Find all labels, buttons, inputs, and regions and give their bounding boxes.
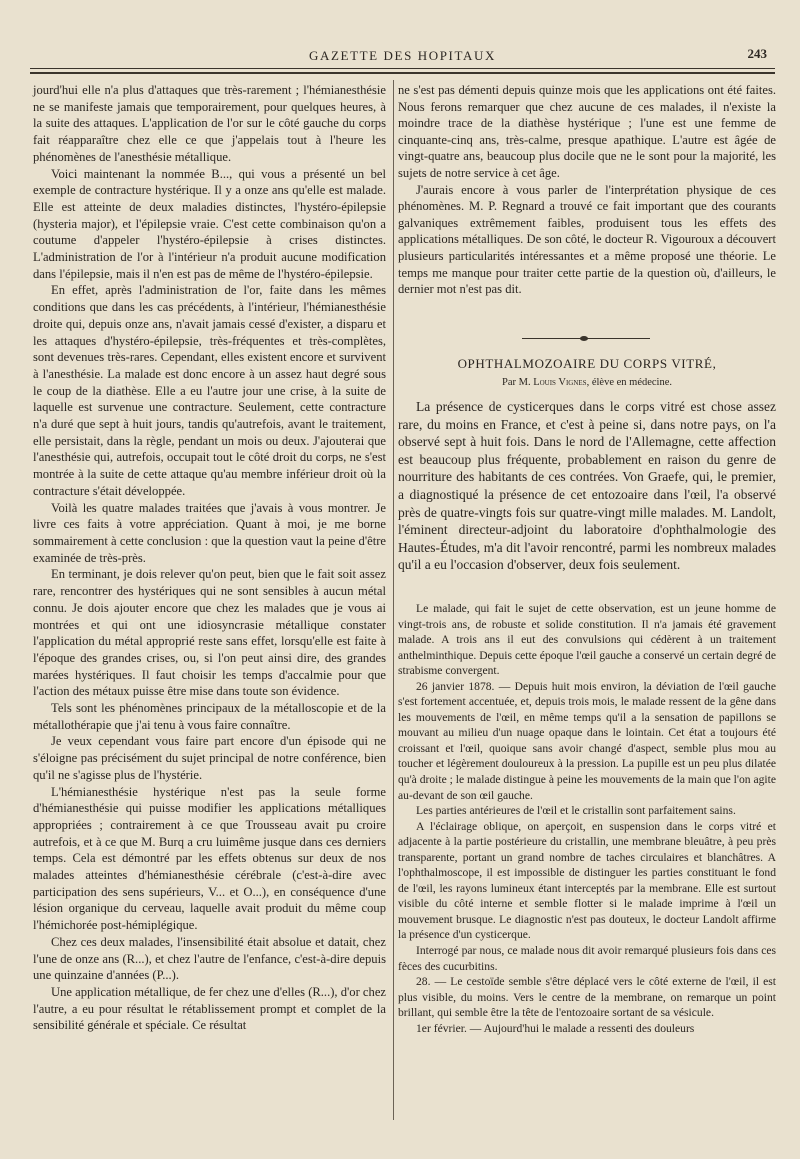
column-divider [393,80,394,1120]
section-separator [522,336,650,342]
page-number: 243 [747,46,767,61]
left-paragraph: Chez ces deux malades, l'insensibilité était absolue et datait, chez l'une de onze ans (R...), et chez l'autre de l'enfance, c'est-à-dire depuis une quinzaine d'années (P...). [33,934,386,983]
right-paragraph: J'aurais encore à vous parler de l'interprétation physique de ces phénomènes. M. P. Regnard a trouvé ce fait important que des courants galvaniques extrêmement faibles, produisent tous les effets des applications métalliques. De son côté, le docteur R. Vigouroux a découvert plusieurs particularités intéressantes et a même proposé une théorie. Le temps me manque pour traiter cette partie de la question où, d'ailleurs, le dernier mot n'est pas dit. [398,182,776,297]
left-paragraph: L'hémianesthésie hystérique n'est pas la seule forme d'hémianesthésie qui puisse modifier les applications métalliques appropriées ; contrairement à ce que Trousseau avait pu croire autrefois, et à ce que M. Burq a cru luimême jusque dans ces derniers temps. Cela est démontré par les effets obtenus sur deux de nos malades atteintes d'hémianesthésie cérébrale (c'est-à-dire avec participation des sens supérieurs, V... et O...), en conséquence d'une lésion organique du cerveau, laquelle avait produit du même coup l'hémichorée post-hémiplégique. [33,784,386,933]
byline-author: Louis Vignes [533,377,587,388]
left-paragraph: Tels sont les phénomènes principaux de la métalloscopie et de la métallothérapie que j'ai tenu à vous faire connaître. [33,701,386,732]
header-rule-thin [30,68,775,69]
page-header [30,44,775,70]
left-column [33,82,386,1034]
observation-paragraph: 26 janvier 1878. — Depuis huit mois environ, la déviation de l'œil gauche s'est fortement accentuée, et, depuis trois mois, le malade ressent de la gêne dans les mouvements de l'œil, en même temps qu'il a la sensation de papillons se mouvant au milieu d'un nuage opaque dans le lointain. Cet état a toujours été croissant et l'œil, quoique sans avoir changé d'aspect, semble plus mou au toucher et légèrement douloureux à la pression. La pupille est un peu plus dilatée qu'à droite ; le malade distingue à peine les mouvements de la main que l'on agite au-devant de son œil gauche. [398,679,776,802]
article-title: OPHTHALMOZOAIRE DU CORPS VITRÉ, [457,356,717,371]
header-rule-thick [30,72,775,74]
observation-paragraph: A l'éclairage oblique, on aperçoit, en suspension dans le corps vitré et adjacente à la partie postérieure du cristallin, une membrane bleuâtre, à peu près transparente, portant un grand nombre de taches circulaires et blanchâtres. A l'ophthalmoscope, il est impossible de distinguer les parties constituant le fond de l'œil, les rayons lumineux étant interceptés par la membrane. Elle est surtout visible du côté interne et semble flotter si le malade imprime à l'œil un mouvement brusque. Le diagnostic n'est pas douteux, le docteur Landolt affirme la présence d'un cysticerque. [398,819,776,942]
separator-ornament-icon [580,336,588,341]
left-paragraph: En effet, après l'administration de l'or, faite dans les mêmes conditions que dans les cas précédents, à l'intérieur, l'hémianesthésie droite qui, depuis onze ans, n'avait jamais cessé d'exister, a disparu et les attaques d'hystéro-épilepsie, très-fréquentes et très-complètes, sont devenues très-rares. Cependant, elles existent encore et survivent à l'anesthésie. La malade est donc encore à un assez haut degré sous le coup de la diathèse. Elle a eu l'autre jour une crise, à la suite de laquelle est survenue une contracture. Seulement, cette contracture n'a duré que sept à huit jours, tandis qu'autrefois, avant le traitement, elle persistait, dans la règle, pendant un mois ou deux. J'ajouterai que l'anesthésie qui, autrefois, occupait tout le côté droit du corps, ne s'est montrée à la suite de cette attaque qu'au membre inférieur droit où la contracture s'était développée. [33,283,386,498]
left-paragraph: Voici maintenant la nommée B..., qui vous a présenté un bel exemple de contracture hystérique. Il y a onze ans qu'elle est malade. Elle est atteinte de deux maladies distinctes, l'hystéro-épilepsie (hysteria major), et l'épilepsie vraie. C'est cette combinaison qu'on a coutume d'appeler l'hystéro-épilepsie à crises distinctes. L'administration de l'or à l'intérieur n'a produit aucune modification dans l'épilepsie, mais il n'en est pas de même de l'hystéro-épilepsie. [33,166,386,281]
observation-paragraph: Les parties antérieures de l'œil et le cristallin sont parfaitement sains. [416,804,736,818]
left-paragraph: Voilà les quatre malades traitées que j'avais à vous montrer. Je livre ces faits à votre appréciation. Quant à moi, je me borne sommairement à cette conclusion : que la question vaut la peine d'être examinée de très-près. [33,500,386,565]
left-paragraph: En terminant, je dois relever qu'on peut, bien que le fait soit assez rare, rencontrer des hystériques qui ne sont sensibles à aucun métal connu. Je dois ajouter encore que chez les malades que je vous ai montrées et qui ont une idiosyncrasie métallique constater l'application du métal approprié reste sans effet, lorsqu'elle est faite à l'époque des grandes crises, ou, si l'on peut ainsi dire, des grandes marées hystériques. Il faut choisir les temps d'accalmie pour que l'action des métaux puisse être mise dans toute son évidence. [33,567,386,699]
left-paragraph: Une application métallique, de fer chez une d'elles (R...), d'or chez l'autre, a eu pour résultat le rétablissement prompt et complet de la sensibilité générale et spéciale. Ce résultat [33,984,386,1033]
observation-paragraph: Interrogé par nous, ce malade nous dit avoir remarqué plusieurs fois dans ces fèces des cucurbitins. [398,944,776,973]
intro-paragraph: La présence de cysticerques dans le corps vitré est chose assez rare, du moins en France, et c'est à peine si, dans notre pays, on l'a observé sept à huit fois. Dans le nord de l'Allemagne, cette affection est beaucoup plus fréquente, probablement en raison du genre de nourriture des habitants de ces contrées. Von Graefe, qui, le premier, a diagnostiqué la présence de cet entozoaire dans l'œil, l'a observé près de quatre-vingts fois sur quatre-vingt mille malades. M. Landolt, l'éminent directeur-adjoint du laboratoire d'ophthalmologie des Hautes-Études, m'a dit l'avoir rencontré, parmi les nombreux malades qu'il a eu l'occasion d'observer, deux fois seulement. [398,399,776,573]
left-paragraph: jourd'hui elle n'a plus d'attaques que très-rarement ; l'hémianesthésie ne se manifeste jamais que temporairement, pour quelques heures, à la suite des attaques. L'application de l'or sur le côté gauche du corps fait réapparaître chez elle ce que j'appelais tout à l'heure les phénomènes de l'anesthésie métallique. [33,83,386,164]
right-paragraph: ne s'est pas démenti depuis quinze mois que les applications ont été faites. Nous ferons remarquer que chez aucune de ces malades, il n'existe la moindre trace de la diathèse hystérique ; l'une est une femme de cinquante-cinq ans, très-calme, presque apathique. L'autre est âgée de vingt-quatre ans, beaucoup plus docile que ne le sont pour la majorité, les sujets de notre service à cet âge. [398,83,776,180]
observation-paragraph: 1er février. — Aujourd'hui le malade a ressenti des douleurs [416,1021,695,1035]
byline-suffix: , élève en médecine. [586,377,673,388]
article-byline [398,377,776,388]
article-intro [398,398,776,574]
byline-prefix: Par M. [501,377,531,388]
journal-title: GAZETTE DES HOPITAUX [309,48,496,63]
right-column-continuation [398,82,776,298]
left-paragraph: Je veux cependant vous faire part encore d'un épisode qui ne s'éloigne pas précisément du sujet principal de notre conférence, bien qu'il ne s'agisse plus de l'hystérie. [33,734,386,782]
observation-paragraph: 28. — Le cestoïde semble s'être déplacé vers le côté externe de l'œil, il est plus visible, du moins. Vers le centre de la membrane, on remarque un point brillant, qui semble être la tête de l'entozoaire sortant de sa vésicule. [398,975,776,1020]
observation-paragraph: Le malade, qui fait le sujet de cette observation, est un jeune homme de vingt-trois ans, de robuste et solide constitution. Il n'a jamais été gravement malade. A trois ans il eut des convulsions qui cédèrent à un traitement anthelminthique. Depuis cette époque l'œil gauche a conservé un certain degré de strabisme convergent. [398,602,776,678]
observation-block [398,601,776,1036]
